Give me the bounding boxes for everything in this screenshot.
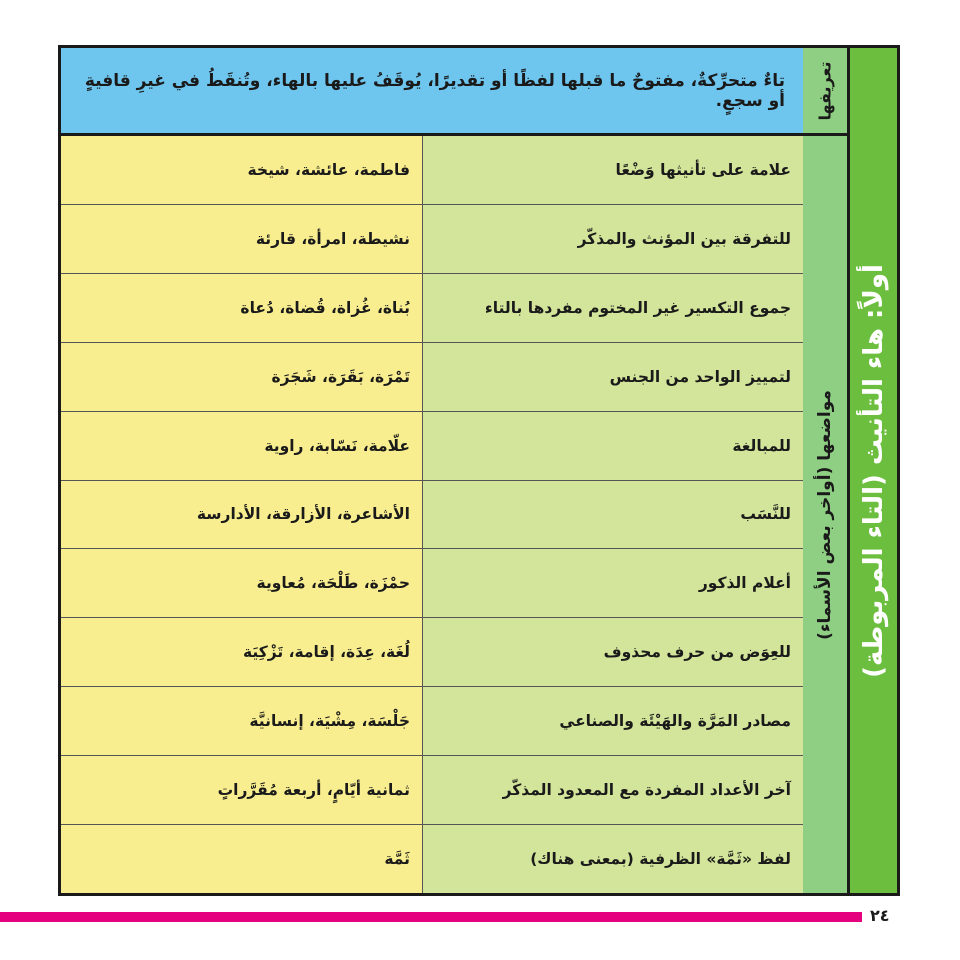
definition-label-cell <box>800 48 847 136</box>
place-cell: لفظ «ثَمَّة» الظرفية (بمعنى هناك) <box>423 825 803 893</box>
section-title: أولاً: هاء التأنيث (التاء المربوطة) <box>858 263 889 678</box>
table-row <box>61 274 803 343</box>
example-cell: لُغَة، عِدَة، إقامة، تَزْكِيَة <box>61 618 423 686</box>
place-cell: آخر الأعداد المفردة مع المعدود المذكّر <box>423 756 803 824</box>
definition-label: تعريفها <box>815 60 835 121</box>
example-cell: علّامة، نَسّابة، راوية <box>61 412 423 480</box>
table-row <box>61 825 803 893</box>
places-label: مواضعها (أواخر بعض الأسماء) <box>815 389 835 640</box>
place-cell: أعلام الذكور <box>423 549 803 617</box>
example-cell: الأشاعرة، الأزارقة، الأدارسة <box>61 481 423 549</box>
place-cell: جموع التكسير غير المختوم مفردها بالتاء <box>423 274 803 342</box>
page-number: ٢٤ <box>870 906 890 925</box>
rules-table <box>58 45 900 896</box>
place-cell: علامة على تأنيثها وَضْعًا <box>423 136 803 204</box>
definition-text: تاءٌ متحرِّكةٌ، مفتوحٌ ما قبلها لفظًا أو تقديرًا، يُوقَفُ عليها بالهاء، وتُنقَطُ في غيرِ قافيةٍ أو سجعٍ. <box>84 70 785 111</box>
place-cell: للنَّسَب <box>423 481 803 549</box>
table-row <box>61 687 803 756</box>
table-row <box>61 343 803 412</box>
example-cell: جَلْسَة، مِشْيَة، إنسانيَّة <box>61 687 423 755</box>
example-cell: ثمانية أيّامٍ، أربعة مُقَرَّراتٍ <box>61 756 423 824</box>
place-cell: للعِوَض من حرف محذوف <box>423 618 803 686</box>
table-row <box>61 136 803 205</box>
table-row <box>61 412 803 481</box>
example-cell: حمْزَة، طَلْحَة، مُعاوية <box>61 549 423 617</box>
place-cell: مصادر المَرَّة والهَيْئَة والصناعي <box>423 687 803 755</box>
table-row <box>61 549 803 618</box>
example-cell: بُناة، غُزاة، قُضاة، دُعاة <box>61 274 423 342</box>
place-cell: للمبالغة <box>423 412 803 480</box>
definition-box <box>61 48 803 136</box>
footer-rule <box>0 912 862 922</box>
places-label-band <box>800 136 847 893</box>
place-cell: للتفرقة بين المؤنث والمذكّر <box>423 205 803 273</box>
example-cell: فاطمة، عائشة، شيخة <box>61 136 423 204</box>
place-cell: لتمييز الواحد من الجنس <box>423 343 803 411</box>
example-cell: تَمْرَة، بَقَرَة، شَجَرَة <box>61 343 423 411</box>
places-rows <box>61 136 803 893</box>
example-cell: ثَمَّة <box>61 825 423 893</box>
table-row <box>61 205 803 274</box>
table-row <box>61 756 803 825</box>
table-row <box>61 481 803 550</box>
example-cell: نشيطة، امرأة، قارئة <box>61 205 423 273</box>
section-title-band <box>847 48 897 893</box>
table-row <box>61 618 803 687</box>
